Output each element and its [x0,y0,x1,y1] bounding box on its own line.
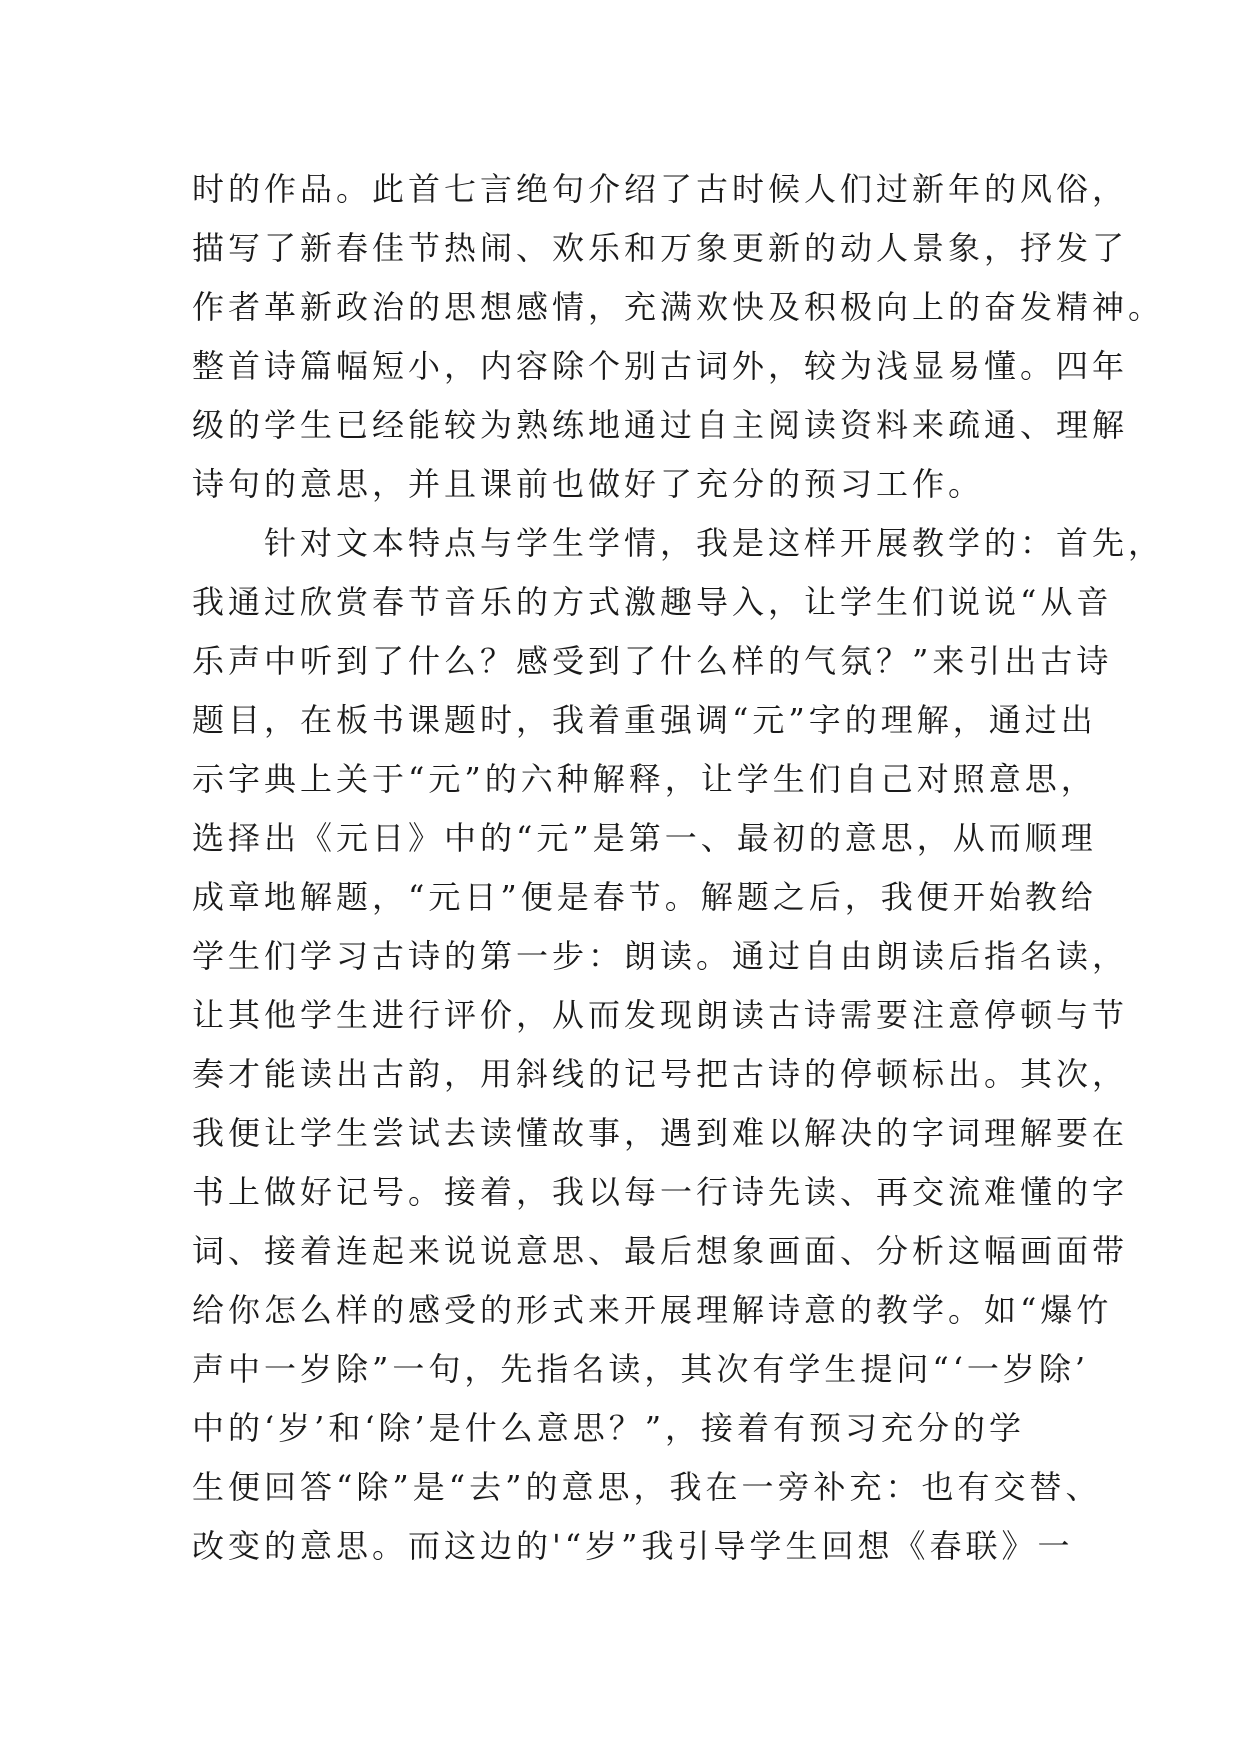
text-line: 改变的意思。而这边的'“岁”我引导学生回想《春联》一 [192,1527,1074,1565]
text-line: 我通过欣赏春节音乐的方式激趣导入，让学生们说说“从音 [192,583,1113,621]
text-line: 描写了新春佳节热闹、欢乐和万象更新的动人景象，抒发了 [192,229,1129,267]
text-line: 我便让学生尝试去读懂故事，遇到难以解决的字词理解要在 [192,1114,1129,1152]
text-line: 声中一岁除”一句，先指名读，其次有学生提问“‘一岁除’ [192,1350,1090,1388]
text-line: 作者革新政治的思想感情，充满欢快及积极向上的奋发精神。 [192,288,1165,326]
text-line: 乐声中听到了什么？感受到了什么样的气氛？”来引出古诗 [192,642,1113,680]
text-line: 示字典上关于“元”的六种解释，让学生们自己对照意思， [192,760,1097,798]
text-line: 奏才能读出古韵，用斜线的记号把古诗的停顿标出。其次， [192,1055,1129,1093]
text-line: 时的作品。此首七言绝句介绍了古时候人们过新年的风俗， [192,170,1129,208]
body-text [192,160,1165,1576]
text-line: 题目，在板书课题时，我着重强调“元”字的理解，通过出 [192,701,1097,739]
text-line: 词、接着连起来说说意思、最后想象画面、分析这幅画面带 [192,1232,1129,1270]
text-line: 成章地解题，“元日”便是春节。解题之后，我便开始教给 [192,878,1097,916]
text-line: 整首诗篇幅短小，内容除个别古词外，较为浅显易懂。四年 [192,347,1129,385]
text-line: 学生们学习古诗的第一步：朗读。通过自由朗读后指名读， [192,937,1129,975]
text-line: 让其他学生进行评价，从而发现朗读古诗需要注意停顿与节 [192,996,1129,1034]
text-line: 给你怎么样的感受的形式来开展理解诗意的教学。如“爆竹 [192,1291,1113,1329]
text-line: 针对文本特点与学生学情，我是这样开展教学的：首先， [192,524,1165,562]
text-line: 中的‘岁’和‘除’是什么意思？”，接着有预习充分的学 [192,1409,1026,1447]
text-line: 诗句的意思，并且课前也做好了充分的预习工作。 [192,465,985,503]
text-line: 选择出《元日》中的“元”是第一、最初的意思，从而顺理 [192,819,1097,857]
text-line: 级的学生已经能较为熟练地通过自主阅读资料来疏通、理解 [192,406,1129,444]
text-line: 书上做好记号。接着，我以每一行诗先读、再交流难懂的字 [192,1173,1129,1211]
text-line: 生便回答“除”是“去”的意思，我在一旁补充：也有交替、 [192,1468,1102,1506]
